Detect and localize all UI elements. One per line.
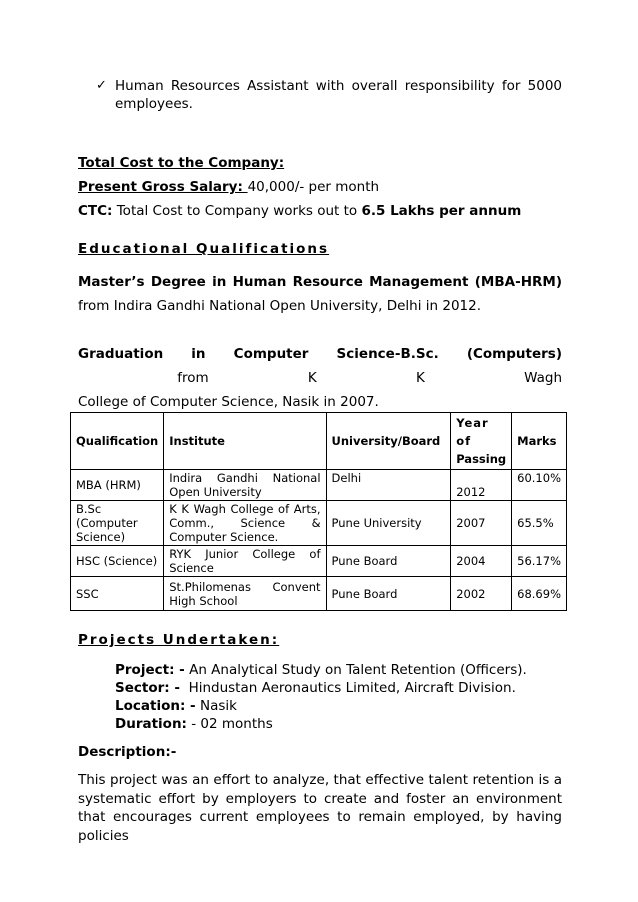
- duration-value: - 02 months: [191, 716, 273, 732]
- project-label: Project: -: [115, 662, 185, 678]
- cell-marks: 65.5%: [512, 501, 567, 546]
- table-row: [71, 577, 567, 611]
- compensation-heading: Total Cost to the Company:: [78, 155, 285, 171]
- header-institute: Institute: [164, 413, 326, 470]
- education-table: [70, 412, 567, 611]
- cell-qualification: MBA (HRM): [71, 470, 164, 501]
- education-heading: Educational Qualifications: [78, 241, 330, 257]
- graduation-details: College of Computer Science, Nasik in 2007.: [78, 394, 379, 410]
- cell-board: Pune Board: [326, 577, 451, 611]
- graduation-line1: [78, 342, 562, 390]
- responsibility-bullet: [96, 77, 562, 113]
- cell-institute: K K Wagh College of Arts, Comm., Science & Computer Science.: [164, 501, 326, 546]
- duration-line: [115, 715, 273, 733]
- cell-year: 2007: [451, 501, 512, 546]
- header-year: [451, 413, 512, 470]
- graduation-paragraph: [78, 342, 562, 414]
- masters-degree-title: Master’s Degree in Human Resource Management (MBA-HRM): [78, 274, 562, 290]
- location-line: [115, 697, 237, 715]
- ctc-text: Total Cost to Company works out to: [112, 203, 362, 219]
- cell-qualification: B.Sc (Computer Science): [71, 501, 164, 546]
- duration-label: Duration:: [115, 716, 187, 732]
- header-year-line2: Passing: [456, 452, 507, 466]
- sector-value: Hindustan Aeronautics Limited, Aircraft Division.: [188, 680, 516, 696]
- project-value: An Analytical Study on Talent Retention (Officers).: [189, 662, 527, 678]
- cell-institute: Indira Gandhi National Open University: [164, 470, 326, 501]
- table-header-row: [71, 413, 567, 470]
- location-value: Nasik: [199, 698, 237, 714]
- cell-board: Pune University: [326, 501, 451, 546]
- ctc-line: [78, 203, 521, 219]
- cell-institute: St.Philomenas Convent High School: [164, 577, 326, 611]
- table-row: [71, 546, 567, 577]
- description-heading: Description:-: [78, 744, 177, 760]
- header-year-line1: Year of: [456, 416, 489, 448]
- ctc-label: CTC:: [78, 203, 113, 219]
- masters-paragraph: [78, 270, 562, 318]
- table-row: [71, 470, 567, 501]
- cell-institute: RYK Junior College of Science: [164, 546, 326, 577]
- cell-year: 2002: [451, 577, 512, 611]
- description-text: This project was an effort to analyze, that effective talent retention is a systematic effort by employers to create and foster an environment that encourages current employees to remain employed, by having policies: [78, 772, 562, 844]
- gross-salary-line: [78, 179, 379, 195]
- table-row: [71, 501, 567, 546]
- cell-qualification: SSC: [71, 577, 164, 611]
- cell-board: Delhi: [326, 470, 451, 501]
- cell-qualification: HSC (Science): [71, 546, 164, 577]
- responsibility-text: Human Resources Assistant with overall responsibility for 5000 employees.: [115, 78, 562, 112]
- gross-salary-value: 40,000/- per month: [247, 179, 380, 195]
- sector-label: Sector: -: [115, 680, 180, 696]
- projects-heading: Projects Undertaken:: [78, 632, 280, 648]
- graduation-institute: from K K Wagh: [78, 370, 562, 386]
- header-board: University/Board: [326, 413, 451, 470]
- cell-year: 2004: [451, 546, 512, 577]
- project-line: [115, 661, 527, 679]
- header-marks: Marks: [512, 413, 567, 470]
- header-qualification: Qualification: [71, 413, 164, 470]
- cell-marks: 68.69%: [512, 577, 567, 611]
- cell-marks: 56.17%: [512, 546, 567, 577]
- graduation-title: Graduation in Computer Science-B.Sc. (Computers): [78, 346, 562, 362]
- location-label: Location: -: [115, 698, 196, 714]
- checkmark-icon: ✓: [96, 78, 107, 93]
- ctc-value: 6.5 Lakhs per annum: [361, 203, 522, 219]
- masters-degree-details: from Indira Gandhi National Open University, Delhi in 2012.: [78, 298, 482, 314]
- gross-salary-label: Present Gross Salary:: [78, 179, 248, 195]
- cell-marks: 60.10%: [512, 470, 567, 501]
- sector-line: [115, 679, 516, 697]
- cell-board: Pune Board: [326, 546, 451, 577]
- cell-year: 2012: [451, 470, 512, 501]
